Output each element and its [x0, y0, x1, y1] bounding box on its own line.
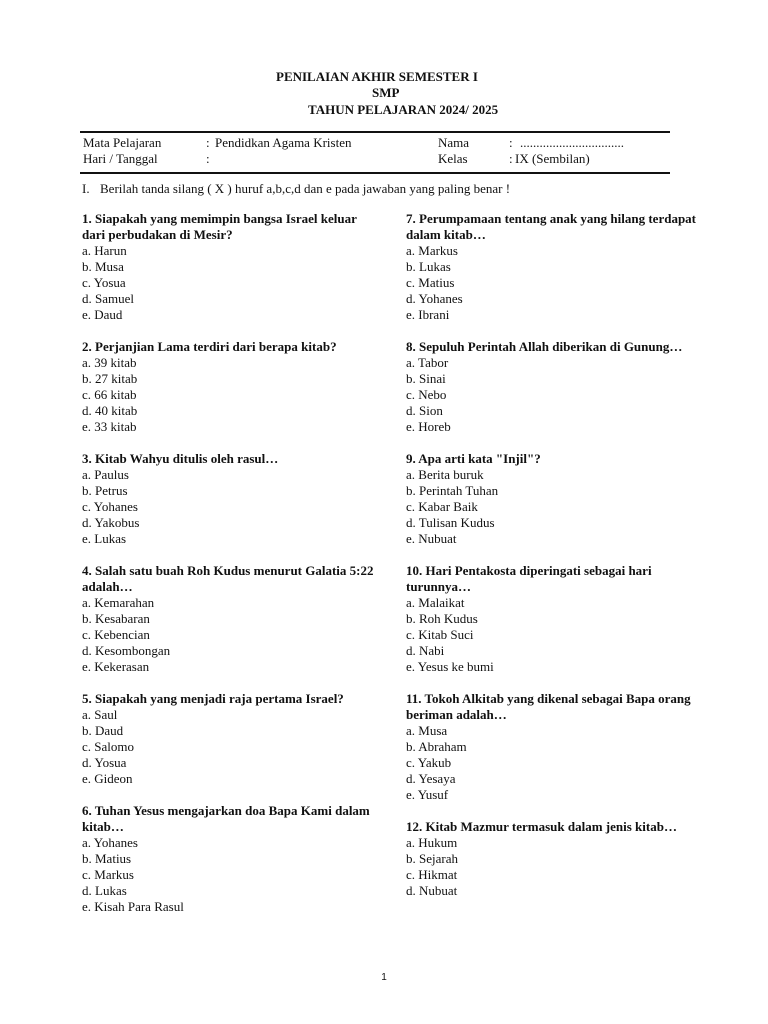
instruction — [82, 181, 510, 197]
answer-option: d. Kesombongan — [82, 643, 171, 658]
answer-option: b. Petrus — [82, 483, 128, 498]
question-text: 9. Apa arti kata "Injil"? — [406, 451, 541, 466]
answer-option: b. Sejarah — [406, 851, 458, 866]
question-text: 6. Tuhan Yesus mengajarkan doa Bapa Kami dalam kitab… — [82, 803, 370, 834]
question-item — [406, 339, 706, 435]
question-item — [82, 451, 382, 547]
school-level: SMP — [372, 85, 400, 100]
name-label: Nama — [438, 135, 470, 150]
exam-title: PENILAIAN AKHIR SEMESTER I — [276, 69, 478, 84]
question-column-left — [82, 211, 382, 931]
question-text: 7. Perumpamaan tentang anak yang hilang terdapat dalam kitab… — [406, 211, 696, 242]
answer-option: b. Kesabaran — [82, 611, 150, 626]
answer-option: e. Yesus ke bumi — [406, 659, 494, 674]
answer-option: e. Kekerasan — [82, 659, 150, 674]
question-item — [82, 211, 382, 323]
question-text: 4. Salah satu buah Roh Kudus menurut Galatia 5:22 adalah… — [82, 563, 374, 594]
answer-option: d. Sion — [406, 403, 443, 418]
question-text: 5. Siapakah yang menjadi raja pertama Israel? — [82, 691, 344, 706]
answer-option: d. Yakobus — [82, 515, 140, 530]
page-number: 1 — [381, 972, 387, 983]
answer-option: b. Musa — [82, 259, 124, 274]
answer-option: b. Matius — [82, 851, 132, 866]
answer-option: c. Yakub — [406, 755, 452, 770]
answer-option: c. Salomo — [82, 739, 134, 754]
answer-option: c. Kebencian — [82, 627, 150, 642]
subject-value: Pendidkan Agama Kristen — [215, 135, 352, 150]
subject-colon: : — [206, 135, 210, 150]
name-colon: : — [509, 135, 513, 150]
answer-option: c. Matius — [406, 275, 455, 290]
answer-option: b. Perintah Tuhan — [406, 483, 499, 498]
answer-option: a. Markus — [406, 243, 458, 258]
answer-option: d. Nabi — [406, 643, 445, 658]
answer-option: c. Yohanes — [82, 499, 138, 514]
info-row-date — [80, 151, 670, 167]
date-colon: : — [206, 151, 210, 166]
section-number: I. — [82, 181, 90, 196]
answer-option: a. Berita buruk — [406, 467, 484, 482]
question-item — [82, 563, 382, 675]
answer-option: a. Musa — [406, 723, 448, 738]
academic-year: TAHUN PELAJARAN 2024/ 2025 — [308, 102, 499, 117]
question-item — [82, 339, 382, 435]
answer-option: b. Abraham — [406, 739, 467, 754]
name-field: ................................ — [520, 135, 624, 150]
answer-option: d. Samuel — [82, 291, 134, 306]
question-text: 2. Perjanjian Lama terdiri dari berapa kitab? — [82, 339, 337, 354]
answer-option: d. Tulisan Kudus — [406, 515, 495, 530]
instruction-text: Berilah tanda silang ( X ) huruf a,b,c,d dan e pada jawaban yang paling benar ! — [100, 181, 511, 196]
answer-option: c. Kabar Baik — [406, 499, 478, 514]
class-label: Kelas — [438, 151, 468, 166]
date-label: Hari / Tanggal — [83, 151, 158, 166]
question-text: 10. Hari Pentakosta diperingati sebagai hari turunnya… — [406, 563, 652, 594]
answer-option: c. Nebo — [406, 387, 447, 402]
answer-option: a. Malaikat — [406, 595, 465, 610]
class-colon: : — [509, 151, 513, 166]
question-item — [406, 691, 706, 803]
answer-option: c. Kitab Suci — [406, 627, 474, 642]
answer-option: c. 66 kitab — [82, 387, 137, 402]
subject-label: Mata Pelajaran — [83, 135, 162, 150]
class-value: IX (Sembilan) — [515, 151, 590, 166]
info-row-subject — [80, 135, 670, 151]
question-item — [406, 819, 706, 899]
answer-option: d. Yosua — [82, 755, 127, 770]
answer-option: b. Lukas — [406, 259, 451, 274]
answer-option: a. Yohanes — [82, 835, 138, 850]
answer-option: d. Yohanes — [406, 291, 463, 306]
answer-option: a. Hukum — [406, 835, 458, 850]
question-text: 8. Sepuluh Perintah Allah diberikan di Gunung… — [406, 339, 683, 354]
answer-option: d. Yesaya — [406, 771, 456, 786]
answer-option: a. Kemarahan — [82, 595, 155, 610]
question-item — [406, 563, 706, 675]
answer-option: e. Yusuf — [406, 787, 449, 802]
answer-option: e. Ibrani — [406, 307, 450, 322]
answer-option: a. Harun — [82, 243, 127, 258]
answer-option: e. Nubuat — [406, 531, 457, 546]
answer-option: e. Lukas — [82, 531, 127, 546]
answer-option: d. Lukas — [82, 883, 127, 898]
answer-option: b. Daud — [82, 723, 124, 738]
question-item — [82, 803, 382, 915]
answer-option: c. Markus — [82, 867, 134, 882]
question-item — [406, 451, 706, 547]
question-text: 11. Tokoh Alkitab yang dikenal sebagai Bapa orang beriman adalah… — [406, 691, 691, 722]
answer-option: e. Kisah Para Rasul — [82, 899, 184, 914]
answer-option: e. 33 kitab — [82, 419, 137, 434]
answer-option: b. 27 kitab — [82, 371, 138, 386]
answer-option: d. Nubuat — [406, 883, 458, 898]
answer-option: a. Saul — [82, 707, 118, 722]
answer-option: d. 40 kitab — [82, 403, 138, 418]
question-text: 3. Kitab Wahyu ditulis oleh rasul… — [82, 451, 279, 466]
question-column-right — [406, 211, 706, 915]
exam-info-table — [80, 131, 670, 174]
answer-option: e. Gideon — [82, 771, 133, 786]
answer-option: e. Horeb — [406, 419, 451, 434]
question-text: 1. Siapakah yang memimpin bangsa Israel keluar dari perbudakan di Mesir? — [82, 211, 357, 242]
answer-option: a. Tabor — [406, 355, 449, 370]
question-item — [406, 211, 706, 323]
answer-option: c. Hikmat — [406, 867, 458, 882]
answer-option: c. Yosua — [82, 275, 126, 290]
question-text: 12. Kitab Mazmur termasuk dalam jenis kitab… — [406, 819, 677, 834]
answer-option: a. Paulus — [82, 467, 129, 482]
answer-option: b. Sinai — [406, 371, 446, 386]
answer-option: b. Roh Kudus — [406, 611, 478, 626]
answer-option: e. Daud — [82, 307, 123, 322]
question-item — [82, 691, 382, 787]
answer-option: a. 39 kitab — [82, 355, 137, 370]
